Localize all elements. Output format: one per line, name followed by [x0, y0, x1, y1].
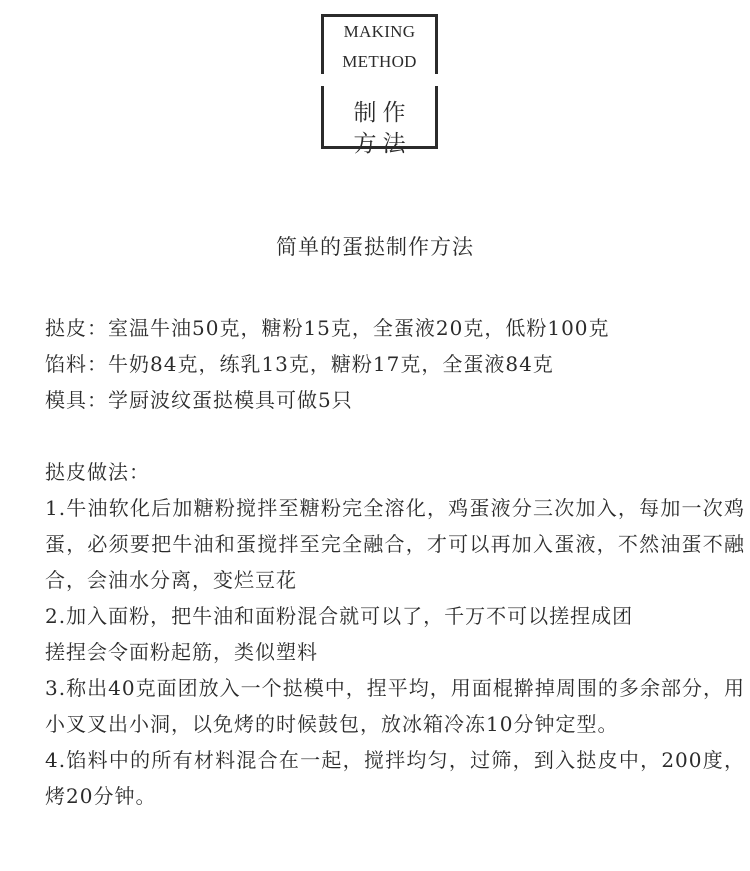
recipe-title: 简单的蛋挞制作方法: [276, 235, 474, 259]
section-spacer: [45, 418, 745, 454]
step-2-note: 搓捏会令面粉起筋，类似塑料: [45, 640, 318, 664]
ingredient-mold: 模具：学厨波纹蛋挞模具可做5只: [45, 388, 353, 412]
step-3: 3.称出40克面团放入一个挞模中，捏平均，用面棍擀掉周围的多余部分，用小叉叉出小洞，以免烤的时候鼓包，放冰箱冷冻10分钟定型。: [45, 676, 745, 736]
step-1: 1.牛油软化后加糖粉搅拌至糖粉完全溶化，鸡蛋液分三次加入，每加一次鸡蛋，必须要把牛油和蛋搅拌至完全融合，才可以再加入蛋液，不然油蛋不融合，会油水分离，变烂豆花: [45, 496, 745, 592]
method-heading: 挞皮做法：: [45, 460, 150, 484]
making-method-badge: [321, 14, 438, 157]
badge-border-right-upper: [435, 14, 438, 74]
badge-english-line2: METHOD: [342, 52, 417, 71]
recipe-body: [45, 310, 745, 814]
badge-border-top: [321, 14, 438, 17]
ingredient-filling: 馅料：牛奶84克，练乳13克，糖粉17克，全蛋液84克: [45, 352, 554, 376]
badge-chinese-line1: 制作: [353, 100, 412, 126]
step-2: 2.加入面粉，把牛油和面粉混合就可以了，千万不可以搓捏成团: [45, 604, 634, 628]
step-4: 4.馅料中的所有材料混合在一起，搅拌均匀，过筛，到入挞皮中，200度，烤20分钟。: [45, 748, 745, 808]
badge-chinese-line2: 方法: [353, 131, 412, 157]
ingredient-crust: 挞皮：室温牛油50克，糖粉15克，全蛋液20克，低粉100克: [45, 316, 610, 340]
badge-border-right-lower: [435, 86, 438, 149]
badge-english-line1: MAKING: [343, 22, 416, 41]
